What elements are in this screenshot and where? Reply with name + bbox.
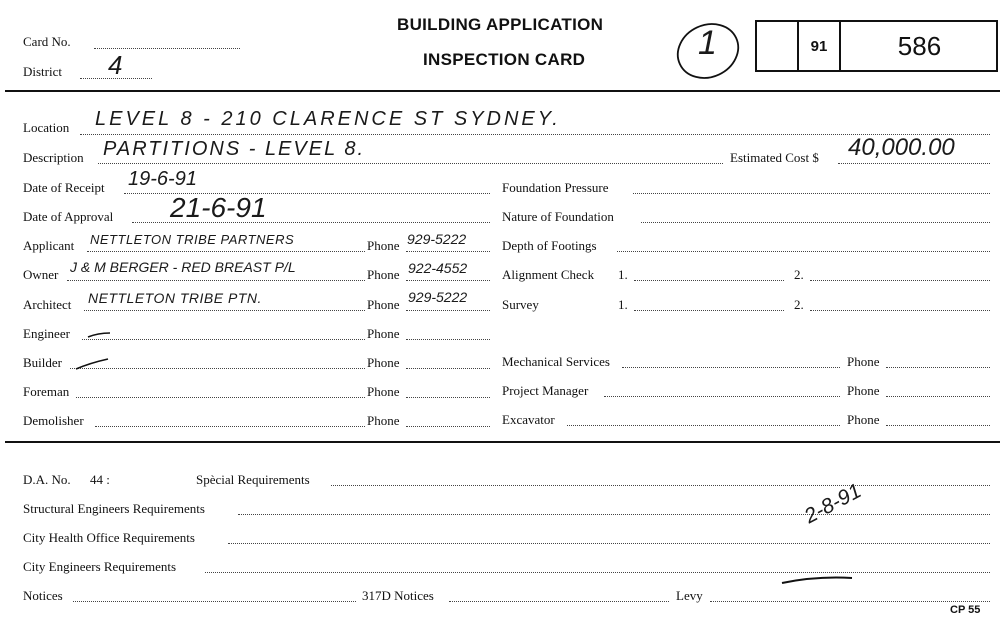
circled-number: 1 [698,24,717,62]
district-label: District [23,64,62,79]
applicant-value: NETTLETON TRIBE PARTNERS [90,232,295,247]
architect-label: Architect [23,297,72,312]
applicant-phone-line [406,251,490,252]
engineer-line [82,339,365,340]
notices-line [73,601,356,602]
description-value: PARTITIONS - LEVEL 8. [103,138,366,160]
project-manager-phone-label: Phone [847,383,880,398]
architect-value: NETTLETON TRIBE PTN. [88,290,262,306]
date-approval-label: Date of Approval [23,209,114,224]
engineer-phone-label: Phone [367,326,400,341]
da-no-value: 44 : [90,472,110,487]
owner-value: J & M BERGER - RED BREAST P/L [70,259,296,275]
structural-requirements-line [238,514,990,515]
architect-phone-line [406,310,490,311]
header-divider [5,90,1000,92]
form-code: CP 55 [950,604,981,616]
da-no-label: D.A. No. [23,472,71,487]
architect-line [84,310,365,311]
mechanical-services-label: Mechanical Services [502,354,610,369]
builder-phone-line [406,368,490,369]
date-receipt-value: 19-6-91 [128,168,197,190]
builder-line [70,368,365,369]
city-engineers-requirements-label: City Engineers Requirements [23,559,177,574]
mechanical-phone-label: Phone [847,354,880,369]
card-no-line [94,48,240,49]
description-line [98,163,723,164]
card-number: 586 [839,22,998,70]
excavator-phone-line [886,425,990,426]
builder-dash-mark [74,357,110,371]
demolisher-phone-line [406,426,490,427]
date-receipt-label: Date of Receipt [23,180,105,195]
owner-phone-line [406,280,490,281]
description-label: Description [23,150,84,165]
nature-foundation-label: Nature of Foundation [502,209,614,224]
estimated-cost-label: Estimated Cost $ [730,150,819,165]
engineer-label: Engineer [23,326,70,341]
owner-phone-label: Phone [367,267,400,282]
survey-line2 [810,310,990,311]
owner-line [67,280,365,281]
levy-dash-mark [780,574,854,586]
demolisher-label: Demolisher [23,413,84,428]
date-approval-value: 21-6-91 [170,192,267,223]
form-title-line2: INSPECTION CARD [423,50,586,69]
project-manager-phone-line [886,396,990,397]
demolisher-line [95,426,365,427]
owner-phone: 922-4552 [408,260,468,276]
excavator-phone-label: Phone [847,412,880,427]
notices-317d-line [449,601,669,602]
estimated-cost-line [838,163,990,164]
health-requirements-line [228,543,990,544]
excavator-label: Excavator [502,412,555,427]
alignment-check-num1: 1. [618,267,628,282]
location-label: Location [23,120,70,135]
levy-line [710,601,990,602]
alignment-check-line2 [810,280,990,281]
card-number-code: 91 [797,22,839,70]
engineer-phone-line [406,339,490,340]
project-manager-label: Project Manager [502,383,589,398]
foundation-pressure-line [633,193,990,194]
card-no-label: Card No. [23,34,71,49]
health-requirements-label: City Health Office Requirements [23,530,195,545]
special-requirements-label: Spècial Requirements [196,472,310,487]
handwritten-date: 2-8-91 [800,479,866,529]
notices-label: Notices [23,588,63,603]
alignment-check-num2: 2. [794,267,804,282]
mechanical-phone-line [886,367,990,368]
survey-num1: 1. [618,297,628,312]
foreman-phone-line [406,397,490,398]
foreman-line [76,397,365,398]
mechanical-services-line [622,367,840,368]
levy-label: Levy [676,588,703,603]
survey-line1 [634,310,784,311]
depth-footings-line [617,251,990,252]
applicant-phone-label: Phone [367,238,400,253]
applicant-label: Applicant [23,238,75,253]
survey-num2: 2. [794,297,804,312]
foundation-pressure-label: Foundation Pressure [502,180,609,195]
owner-label: Owner [23,267,59,282]
nature-foundation-line [641,222,990,223]
demolisher-phone-label: Phone [367,413,400,428]
location-value: LEVEL 8 - 210 CLARENCE ST SYDNEY. [95,108,561,130]
estimated-cost-value: 40,000.00 [848,134,955,161]
project-manager-line [604,396,840,397]
city-engineers-requirements-line [205,572,990,573]
engineer-dash-mark [86,330,112,340]
depth-footings-label: Depth of Footings [502,238,597,253]
alignment-check-label: Alignment Check [502,267,595,282]
applicant-phone: 929-5222 [407,231,467,247]
foreman-phone-label: Phone [367,384,400,399]
card-number-box [755,20,998,72]
district-value: 4 [108,50,123,80]
form-title-line1: BUILDING APPLICATION [397,15,604,34]
builder-label: Builder [23,355,62,370]
architect-phone: 929-5222 [408,289,468,305]
excavator-line [567,425,840,426]
structural-requirements-label: Structural Engineers Requirements [23,501,205,516]
notices-317d-label: 317D Notices [362,588,434,603]
foreman-label: Foreman [23,384,70,399]
architect-phone-label: Phone [367,297,400,312]
builder-phone-label: Phone [367,355,400,370]
requirements-divider [5,441,1000,443]
survey-label: Survey [502,297,539,312]
applicant-line [87,251,365,252]
special-requirements-line [331,485,990,486]
alignment-check-line1 [634,280,784,281]
